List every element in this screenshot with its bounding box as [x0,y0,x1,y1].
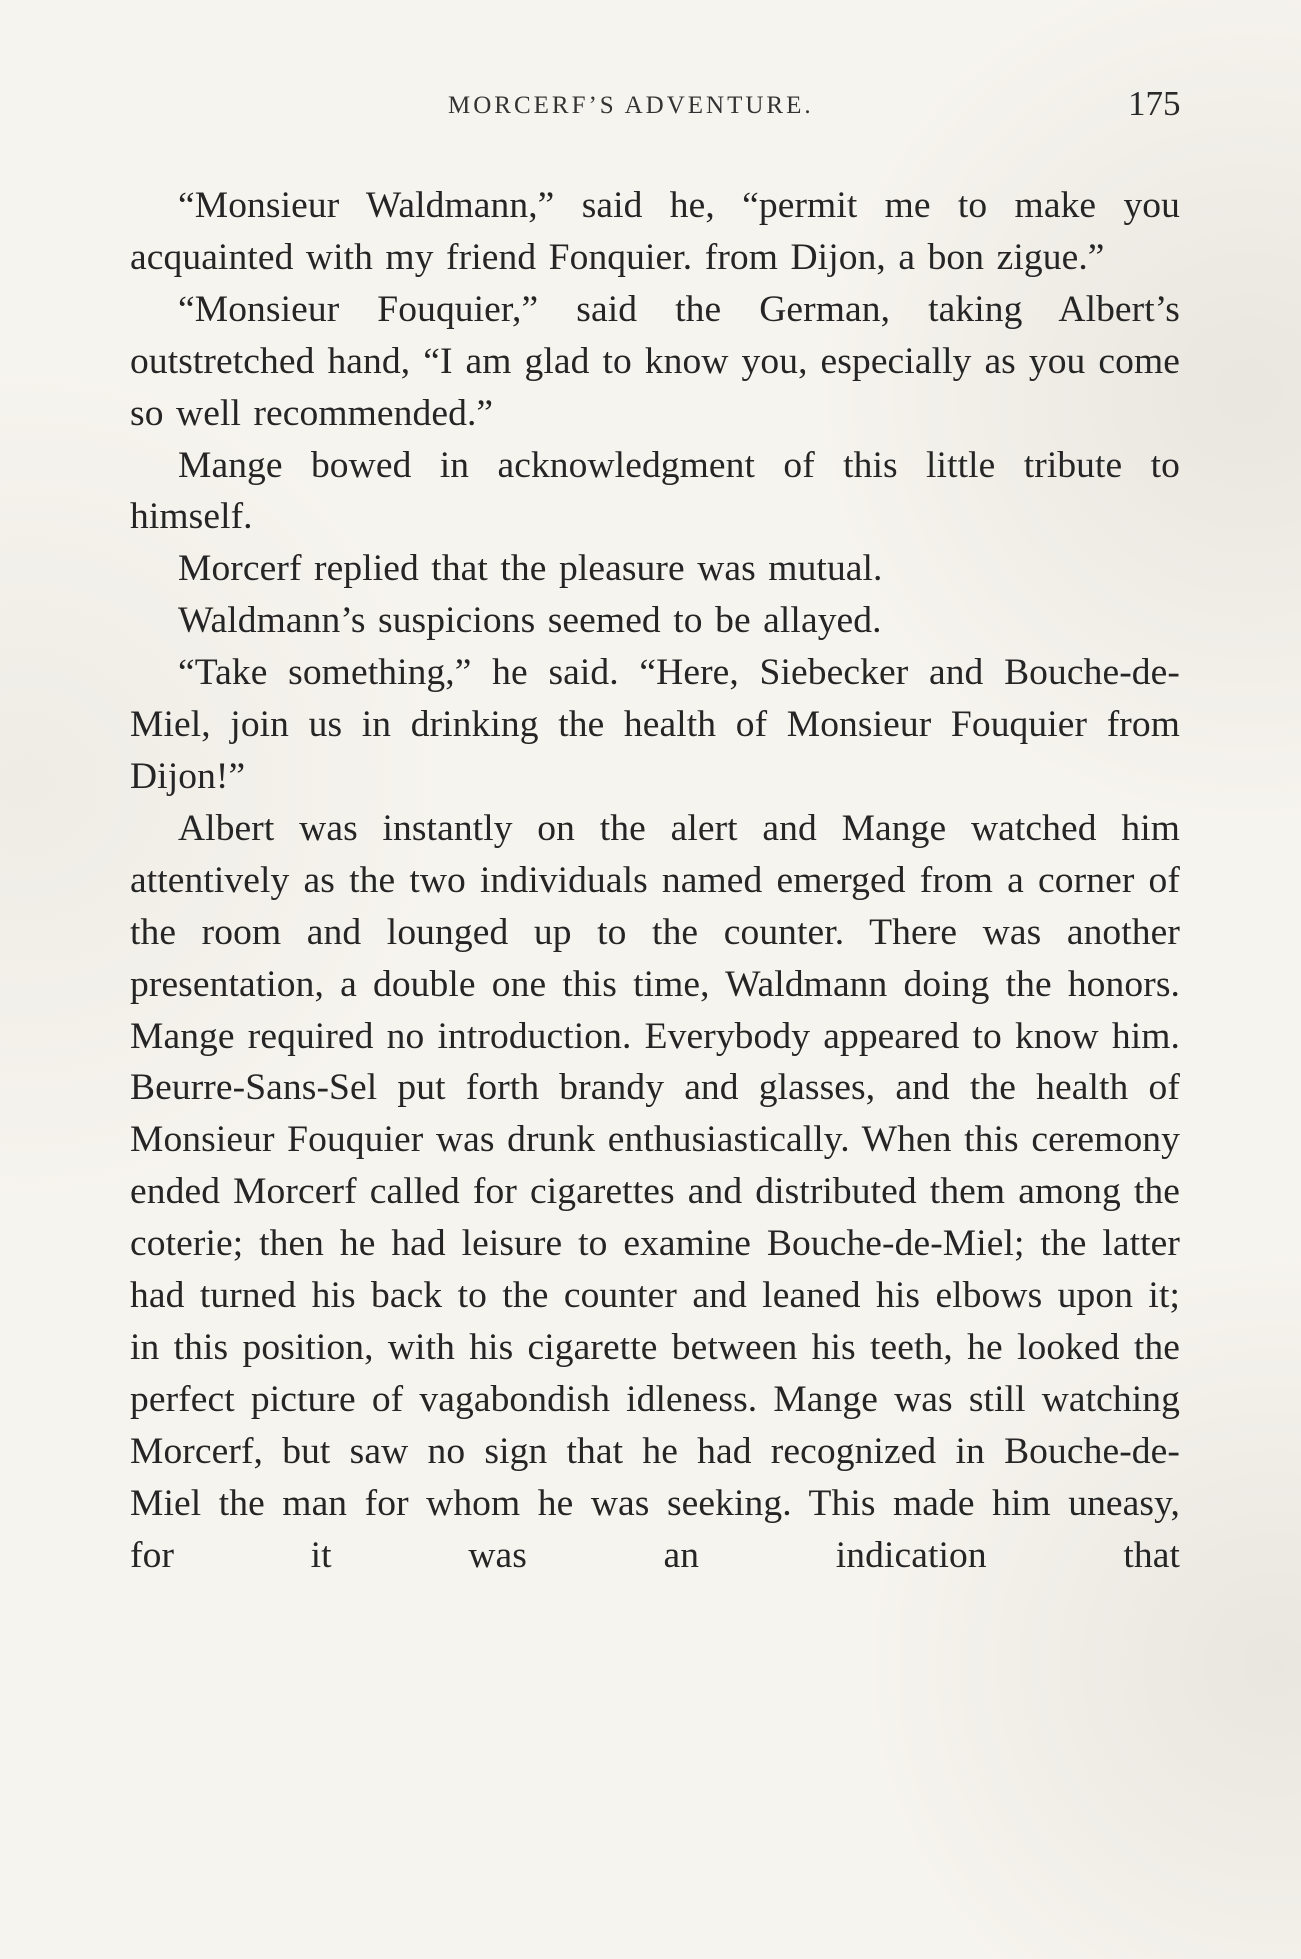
paragraph: “Monsieur Fouquier,” said the German, taking Albert’s outstretched hand, “I am glad to know you, especially as you come so well recommended.” [130,288,1180,434]
page-number: 175 [1128,84,1181,123]
body-text [130,180,1180,1581]
paragraph: Mange bowed in acknowledgment of this little tribute to himself. [130,444,1180,538]
paragraph: Morcerf replied that the pleasure was mutual. [178,548,883,590]
paragraph: “Monsieur Waldmann,” said he, “permit me to make you acquainted with my friend Fonquier. from Dijon, a bon zigue.” [130,185,1180,278]
paragraph: Waldmann’s suspicions seemed to be allayed. [178,600,882,642]
paragraph: “Take something,” he said. “Here, Siebecker and Bouche-de-Miel, join us in drinking the health of Monsieur Fouquier from Dijon!” [130,652,1180,797]
paragraph: Albert was instantly on the alert and Mange watched him attentively as the two individuals named emerged from a corner of the room and lounged up to the counter. There was another presentation, a double one this time, Waldmann doing the honors. Mange required no introduction. Everybody appeared to know him. Beurre-Sans-Sel put forth brandy and glasses, and the health of Monsieur Fouquier was drunk enthusiastically. When this ceremony ended Morcerf called for cigarettes and distributed them among the coterie; then he had leisure to examine Bouche-de-Miel; the latter had turned his back to the counter and leaned his elbows upon it; in this position, with his cigarette between his teeth, he looked the perfect picture of vagabondish idleness. Mange was still watching Morcerf, but saw no sign that he had recognized in Bouche-de-Miel the man for whom he was seeking. This made him uneasy, for it was an indication that [130,807,1180,1576]
running-head: MORCERF’S ADVENTURE. [448,92,814,119]
